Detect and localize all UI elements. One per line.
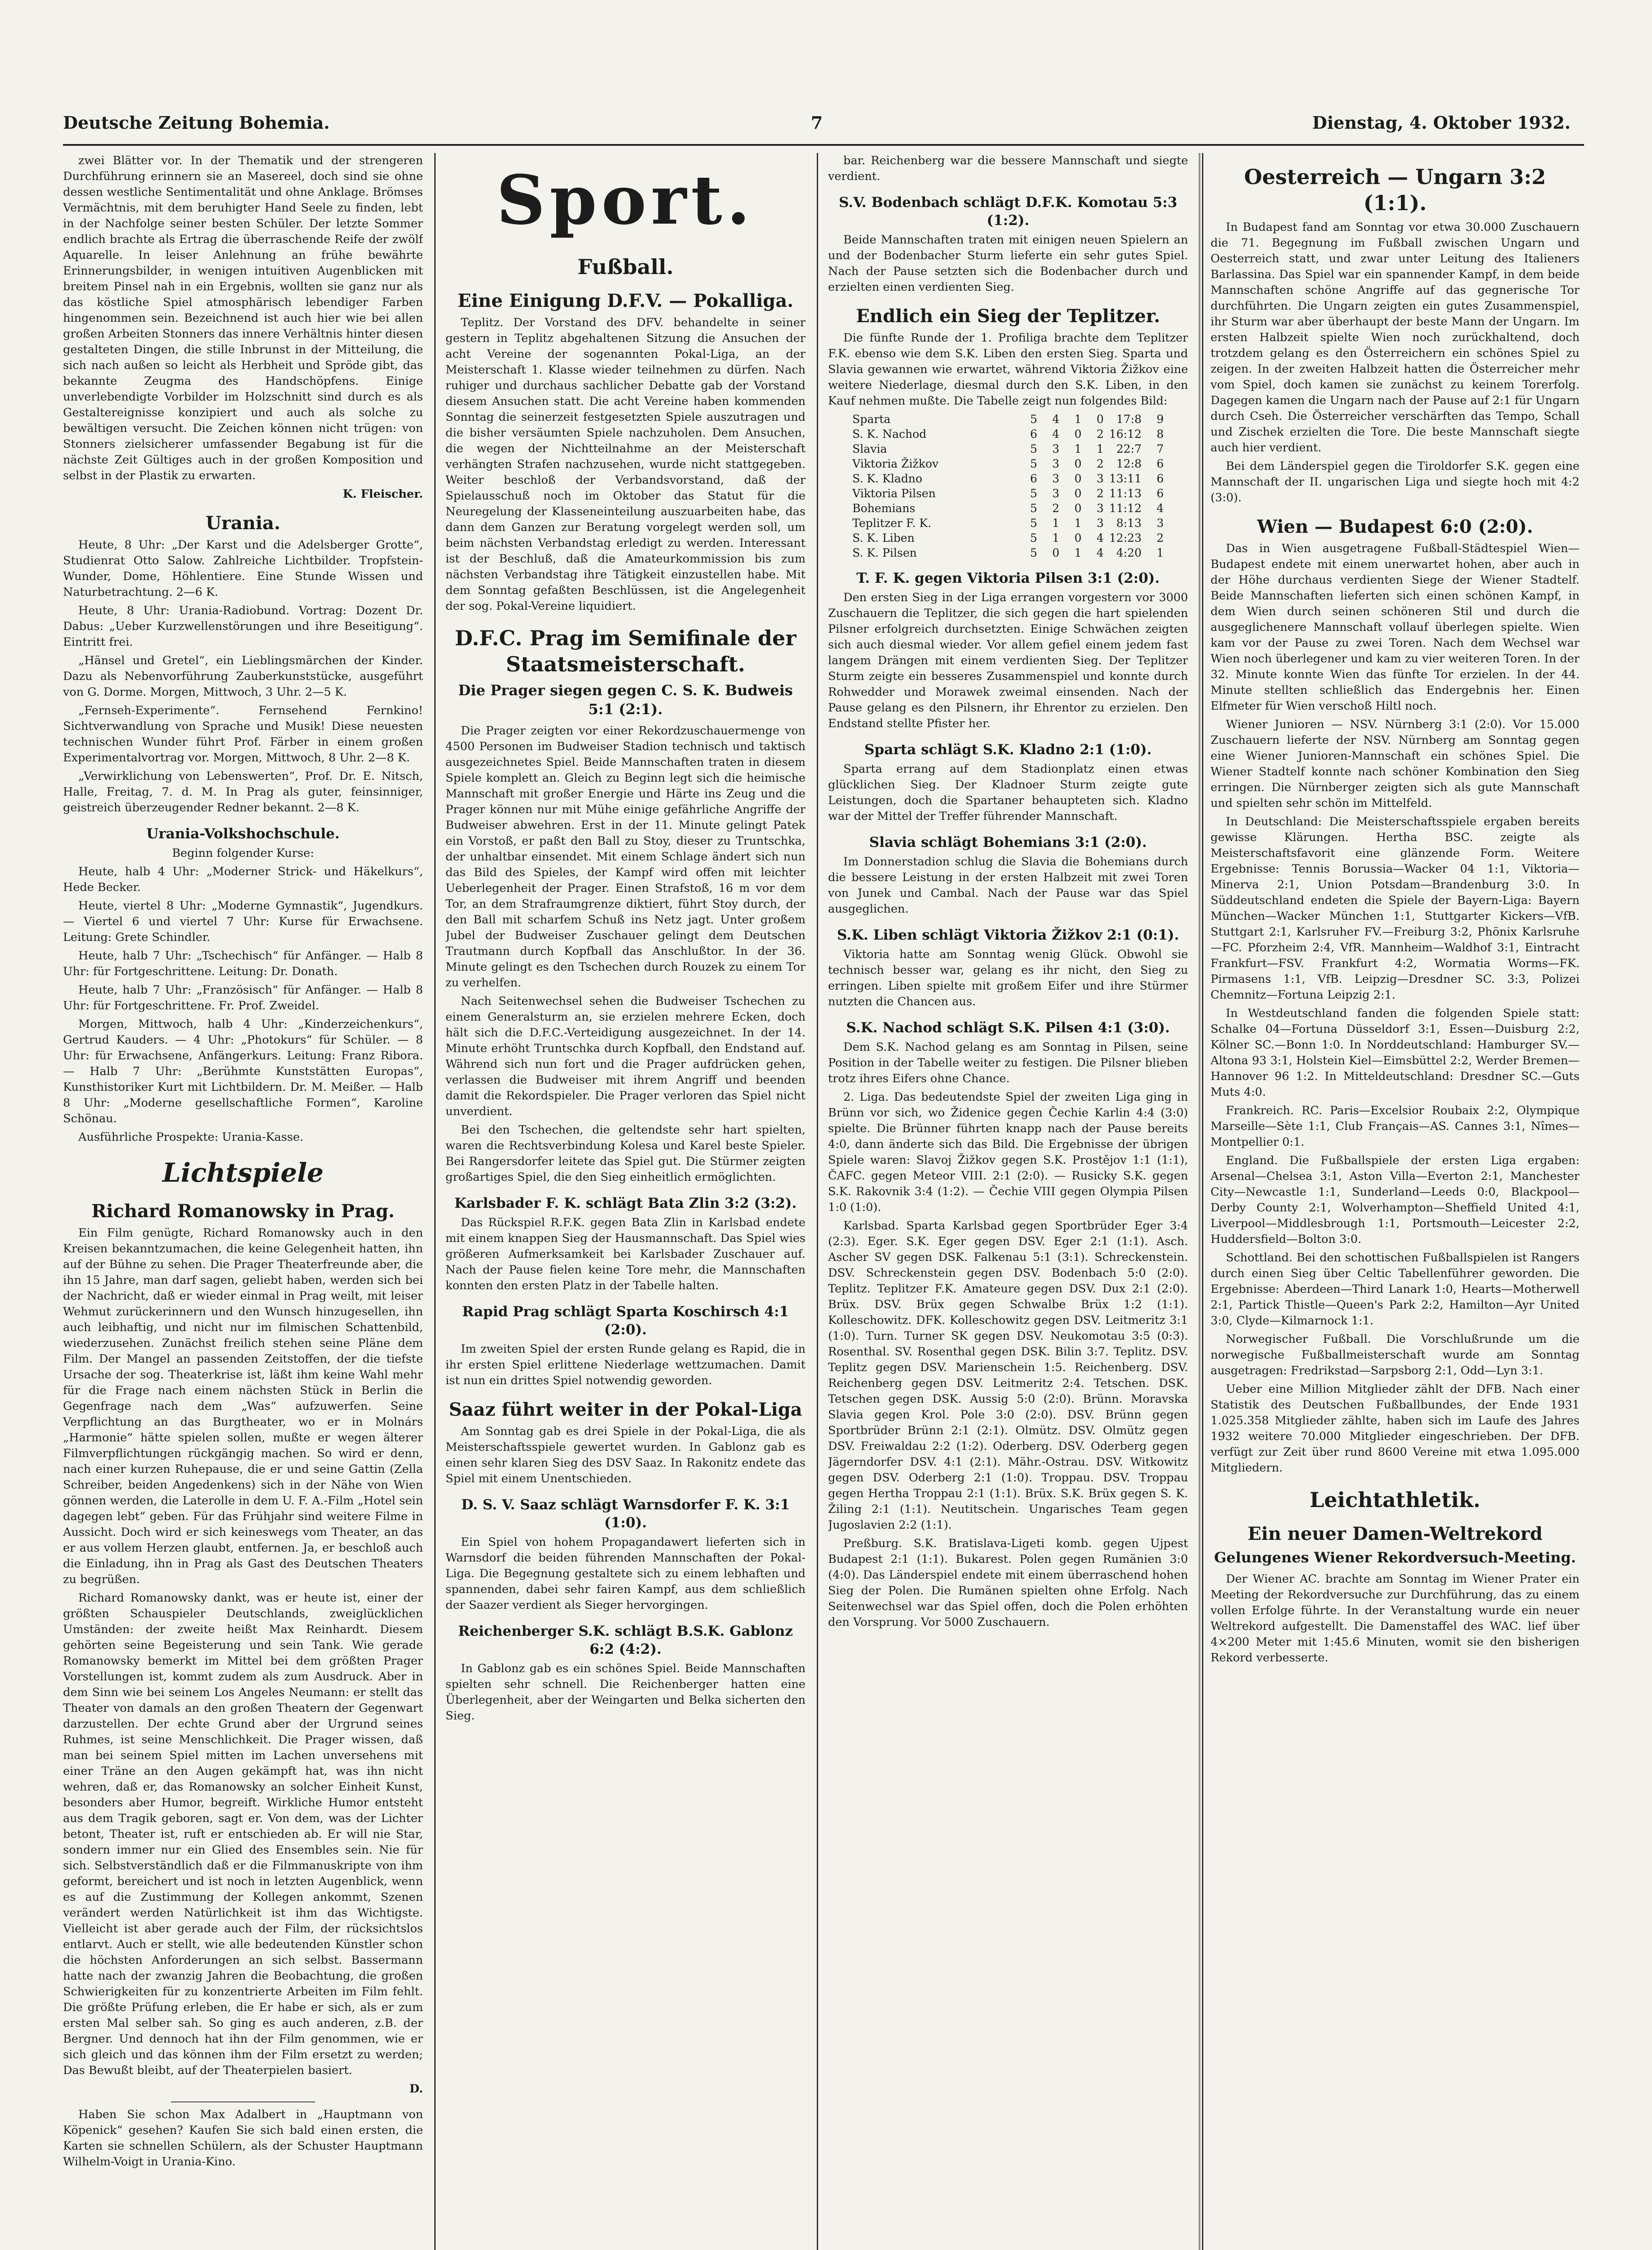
advertisement-text: Haben Sie schon Max Adalbert in „Hauptmann von Köpenick“ gesehen? Kaufen Sie sich bald einen ersten, die Karten sie schnellen Schülern, als der Schuster Hauptmann Wilhelm-Voigt in Urania-Kino. xyxy=(63,2108,423,2169)
article-headline: Eine Einigung D.F.V. — Pokalliga. xyxy=(457,290,794,311)
column-divider xyxy=(1199,153,1203,2250)
event-listing: „Verwirklichung von Lebenswerten“, Prof. Dr. E. Nitsch, Halle, Freitag, 7. d. M. In Prag als guter, feinsinniger, geistreich überzeugender Redner bekannt. 2—8 K. xyxy=(63,770,423,814)
column-divider xyxy=(817,153,818,2250)
stat-cell: 0 xyxy=(1074,457,1082,470)
article-paragraph: Viktoria hatte am Sonntag wenig Glück. Obwohl sie technisch besser war, gelang es ihr nicht, den Sieg zu erringen. Liben spielte mit großem Eifer und ihre Stürmer nutzten die Chancen aus. xyxy=(828,948,1188,1008)
article-paragraph: Beide Mannschaften traten mit einigen neuen Spielern an und der Bodenbacher Sturm lieferte ein sehr gutes Spiel. Nach der Pause setzten sich die Bodenbacher durch und erzielten einen verdienten Sieg. xyxy=(828,233,1188,294)
course-listing: Morgen, Mittwoch, halb 4 Uhr: „Kinderzeichenkurs“, Gertrud Kauders. — 4 Uhr: „Photokurs“ für Schüler. — 8 Uhr: für Erwachsene, Anfängerkurs. Leitung: Franz Ribora. — Halb 7 Uhr: „Berühmte Kunststätten Europas“, Kunsthistoriker Kurt mit Lichtbildern. Dr. M. Meißer. — Halb 8 Uhr: „Moderne gesellschaftliche Formen“, Karoline Schönau. xyxy=(63,1017,423,1125)
article-headline: Saaz führt weiter in der Pokal-Liga xyxy=(449,1399,802,1420)
article-paragraph: Das in Wien ausgetragene Fußball-Städtespiel Wien—Budapest endete mit einem unerwartet hohen, aber auch in der Höhe durchaus verdienten Siege der Wiener Stadtelf. Beide Mannschaften lieferten sich einen schönen Kampf, in dem Wien durch seinen schöneren Stil und durch die ausgeglichenere Mannschaft vollauf überlegen spielte. Wien kam vor der Pause zu zwei Toren. Nach dem Wechsel war Wien noch überlegener und kam zu vier weiteren Toren. In der 32. Minute konnte Wien das fünfte Tor erzielen. In der 44. Minute stellten schließlich das Endergebnis her. Einen Elfmeter für Wien verschoß Hiltl noch. xyxy=(1211,542,1580,713)
section-heading-urania: Urania. xyxy=(206,513,280,534)
stat-cell: 5 xyxy=(1030,517,1037,530)
stat-cell: 4 xyxy=(1052,413,1060,426)
stat-cell: 5 xyxy=(1030,487,1037,500)
stat-cell: 2 xyxy=(1052,502,1060,515)
stat-cell: 22:7 xyxy=(1116,442,1142,455)
article-paragraph: Im Donnerstadion schlug die Slavia die Bohemians durch die bessere Leistung in der ersten Halbzeit mit zwei Toren von Junek und Cambal. Nach der Pause war das Spiel ausgeglichen. xyxy=(828,855,1188,916)
article-paragraph: Ueber eine Million Mitglieder zählt der DFB. Nach einer Statistik des Deutschen Fußballbundes, der Ende 1931 1.025.358 Mitglieder zählte, haben sich im Laufe des Jahres 1932 weitere 70.000 Mitglieder eingeschrieben. Der DFB. verfügt zur Zeit über rund 8600 Vereine mit etwa 1.095.000 Mitgliedern. xyxy=(1211,1382,1580,1475)
stat-cell: 0 xyxy=(1074,531,1082,544)
stat-cell: 1 xyxy=(1074,413,1082,426)
article-paragraph: Ein Film genügte, Richard Romanowsky auch in den Kreisen bekanntzumachen, die keine Gelegenheit hatten, ihn auf der Bühne zu sehen. Die Prager Theaterfreunde aber, die ihn 15 Jahre, man darf sagen, geliebt haben, werden sich bei der Nachricht, daß er wieder einmal in Prag weilt, mit leiser Wehmut zurückerinnern und den Wunsch hinzugesellen, ihn auch leibhaftig, und nicht nur im filmischen Schattenbild, wiederzusehen. Zunächst freilich stehen seine Pläne dem Film. Der Mangel an passenden Zeitstoffen, der die tiefste Ursache der sog. Theaterkrise ist, läßt ihm keine Wahl mehr für die Frage nach einem nächsten Stück in Berlin die Gegenfrage nach dem „Was“ aufzuwerfen. Seine Verpflichtung an das Burgtheater, wo er in Molnárs „Harmonie“ hätte spielen sollen, mußte er wegen älterer Filmverpflichtungen rückgängig machen. So wird er denn, nach einer kurzen Ruhepause, die er und seine Gattin (Zella Schreiber, beiden Angedenkens) sich in der Nähe von Wien gönnen werden, die Laterolle in dem U. F. A.-Film „Hotel sein dagegen lebt“ geben. Für das Frühjahr sind weitere Filme in Aussicht. Doch wird er sich keineswegs vom Theater, an das er aus vollem Herzen glaubt, entfernen. Ja, er beschloß auch die Einladung, ihn in Prag als Gast des Deutschen Theaters zu begrüßen. xyxy=(63,1226,423,1586)
article-paragraph: Frankreich. RC. Paris—Excelsior Roubaix 2:2, Olympique Marseille—Sète 1:1, Club Français—AS. Cannes 3:1, Nîmes—Montpellier 0:1. xyxy=(1211,1104,1580,1149)
article-paragraph: Teplitz. Der Vorstand des DFV. behandelte in seiner gestern in Teplitz abgehaltenen Sitzung die Ansuchen der acht Vereine der sogenannten Pokal-Liga, an der Meisterschaft 1. Klasse wieder teilnehmen zu dürfen. Nach ruhiger und durchaus sachlicher Debatte gab der Vorstand diesem Ansuchen statt. Die acht Vereine haben kommenden Sonntag die seinerzeit festgesetzten Spiele auszutragen und die bisher versäumten Spiele nachzuholen. Dem Ansuchen, die wegen der Nichtteilnahme an der Meisterschaft verhängten Strafen nachzusehen, wurde nicht stattgegeben. Weiter beschloß der Verbandsvorstand, daß der Spielausschuß noch im Oktober das Statut für die Neuregelung der Klasseneinteilung auszuarbeiten habe, das dann dem Ganzen zur Beratung vorgelegt werden soll, um beim nächsten Verbandstag erledigt zu werden. Interessant ist der Beschluß, daß die Amateurkommission bis zum nächsten Verbandstag ihre Tätigkeit einzustellen habe. Mit dem Sonntag gefaßten Beschlüssen, ist die Angelegenheit der sog. Pokal-Vereine liquidiert. xyxy=(446,316,806,613)
stat-cell: 6 xyxy=(1157,457,1164,470)
stat-cell: 12:8 xyxy=(1116,457,1142,470)
article-headline: Sparta schlägt S.K. Kladno 2:1 (1:0). xyxy=(864,742,1152,758)
article-headline: S.V. Bodenbach schlägt D.F.K. Komotau 5:3 (1:2). xyxy=(838,194,1178,229)
article-paragraph: Wiener Junioren — NSV. Nürnberg 3:1 (2:0). Vor 15.000 Zuschauern lieferte der NSV. Nürnberg am Sonntag gegen eine Wiener Junioren-Mannschaft ein schönes Spiel. Die Wiener Stadtelf konnte nach schöner Kombination den Sieg erringen. Die Nürnberger zeigten sich als gute Mannschaft und spielten sehr schön im Mittelfeld. xyxy=(1211,718,1580,810)
article-paragraph: Norwegischer Fußball. Die Vorschlußrunde um die norwegische Fußballmeisterschaft wurde am Sonntag ausgetragen: Fredrikstad—Sarpsborg 2:1, Odd—Lyn 3:1. xyxy=(1211,1332,1580,1377)
article-headline: Slavia schlägt Bohemians 3:1 (2:0). xyxy=(869,834,1147,850)
article-paragraph: In Gablonz gab es ein schönes Spiel. Beide Mannschaften spielten sehr schnell. Die Reichenberger hatten eine Überlegenheit, aber der Weingarten und Belka sicherten den Sieg. xyxy=(446,1662,806,1723)
stat-cell: 4 xyxy=(1157,502,1164,515)
author-signature: K. Fleischer. xyxy=(342,487,423,501)
article-paragraph: Der Wiener AC. brachte am Sonntag im Wiener Prater ein Meeting der Rekordversuche zur Durchführung, das zu einem vollen Erfolge führte. In der Veranstaltung wurde ein neuer Weltrekord aufgestellt. Die Damenstaffel des WAC. lief über 4×200 Meter mit 1:45.6 Minuten, womit sie den bisherigen Rekord verbesserte. xyxy=(1211,1572,1580,1665)
stat-cell: 6 xyxy=(1157,487,1164,500)
team-name-cell: Bohemians xyxy=(852,502,915,515)
stat-cell: 12:23 xyxy=(1109,531,1142,544)
article-paragraph: In Westdeutschland fanden die folgenden Spiele statt: Schalke 04—Fortuna Düsseldorf 3:1, Essen—Duisburg 2:2, Kölner SC.—Bonn 1:0. In Norddeutschland: Hamburger SV.—Altona 93 3:1, Holstein Kiel—Eimsbüttel 2:2, Werder Bremen—Hannover 96 1:2. In Mitteldeutschland: Dresdner SC.—Guts Muts 4:0. xyxy=(1211,1007,1580,1099)
column-4 xyxy=(1211,153,1580,2250)
issue-date: Dienstag, 4. Oktober 1932. xyxy=(1312,112,1571,133)
article-headline: S.K. Liben schlägt Viktoria Žižkov 2:1 (0:1). xyxy=(837,927,1179,943)
masthead-rule xyxy=(63,144,1584,146)
article-paragraph: Sparta errang auf dem Stadionplatz einen etwas glücklichen Sieg. Der Kladnoer Sturm zeigte gute Leistungen, doch die Spartaner behaupteten sich. Kladno war der Mittel der Treffer führender Mannschaft. xyxy=(828,762,1188,823)
stat-cell: 4 xyxy=(1096,531,1104,544)
stat-cell: 4:20 xyxy=(1116,546,1142,559)
team-name-cell: Slavia xyxy=(852,442,887,455)
masthead xyxy=(63,112,1571,140)
article-headline: Oesterreich — Ungarn 3:2 (1:1). xyxy=(1244,165,1546,215)
team-name-cell: Viktoria Pilsen xyxy=(852,487,936,500)
section-heading-volkshochschule: Urania-Volkshochschule. xyxy=(146,826,340,842)
course-listing: Heute, viertel 8 Uhr: „Moderne Gymnastik“, Jugendkurs. — Viertel 6 und viertel 7 Uhr: Kurse für Erwachsene. Leitung: Grete Schindler. xyxy=(63,899,423,944)
article-paragraph: Ein Spiel von hohem Propagandawert lieferten sich in Warnsdorf die beiden führenden Mannschaften der Pokal-Liga. Die Begegnung gestaltete sich zu einem lebhaften und spannenden, dabei sehr fairen Kampf, aus dem schließlich der Saazer verdient als Sieger hervorgingen. xyxy=(446,1535,806,1612)
stat-cell: 7 xyxy=(1157,442,1164,455)
stat-cell: 3 xyxy=(1096,472,1104,485)
table-row xyxy=(850,545,1166,560)
article-paragraph: In Deutschland: Die Meisterschaftsspiele ergaben bereits gewisse Klärungen. Hertha BSC. zeigte als Meisterschaftsfavorit eine glänzende Form. Weitere Ergebnisse: Tennis Borussia—Wacker 04 1:1, Viktoria—Minerva 2:1, Union Potsdam—Brandenburg 3:0. In Süddeutschland endeten die Spiele der Bayern-Liga: Bayern München—Wacker München 1:1, Stuttgarter Kickers—VfB. Stuttgart 2:1, Karlsruher FV.—Freiburg 3:2, Phönix Karlsruhe—FC. Pforzheim 2:4, VfR. Mannheim—Waldhof 3:1, Eintracht Frankfurt—FSV. Frankfurt 4:2, Wormatia Worms—FK. Pirmasens 1:1, VfB. Leipzig—Dresdner SC. 3:3, Polizei Chemnitz—Fortuna Leipzig 2:1. xyxy=(1211,815,1580,1002)
stat-cell: 3 xyxy=(1052,487,1060,500)
team-name-cell: Sparta xyxy=(852,413,891,426)
team-name-cell: S. K. Pilsen xyxy=(852,546,917,559)
article-headline: D.F.C. Prag im Semifinale der Staatsmeisterschaft. xyxy=(455,626,797,676)
stat-cell: 1 xyxy=(1096,442,1104,455)
table-row xyxy=(850,412,1166,427)
article-paragraph: Bei den Tschechen, die geltendste sehr hart spielten, waren die Rechtsverbindung Kolesa und Karel beste Spieler. Bei Rangersdorfer leitete das Spiel gut. Die Stürmer zeigten großartiges Spiel, die den Sieg einheitlich ermöglichten. xyxy=(446,1123,806,1184)
stat-cell: 0 xyxy=(1074,428,1082,441)
stat-cell: 5 xyxy=(1030,502,1037,515)
stat-cell: 3 xyxy=(1052,442,1060,455)
stat-cell: 8 xyxy=(1157,428,1164,441)
stat-cell: 11:13 xyxy=(1109,487,1142,500)
stat-cell: 3 xyxy=(1052,457,1060,470)
team-name-cell: S. K. Liben xyxy=(852,531,915,544)
article-paragraph: Dem S.K. Nachod gelang es am Sonntag in Pilsen, seine Position in der Tabelle weiter zu festigen. Die Pilsner blieben trotz ihres Eifers ohne Chance. xyxy=(828,1040,1188,1085)
article-paragraph: Den ersten Sieg in der Liga errangen vorgestern vor 3000 Zuschauern die Teplitzer, die sich gegen die hart spielenden Pilsner erfolgreich durchsetzten. Einige Schwächen zeigten sich auch diesmal wieder. Vor allem gefiel einem jedem fast langem Drängen mit einem verdienten Sieg. Der Teplitzer Sturm zeigte ein besseres Zusammenspiel und konnte durch Rohwedder und Morawek zweimal einsenden. Nach der Pause gelang es den Pilsnern, ihr Ehrentor zu erzielen. Den Endstand stellte Pfister her. xyxy=(828,591,1188,730)
column-divider xyxy=(434,153,436,2250)
stat-cell: 5 xyxy=(1030,457,1037,470)
stat-cell: 3 xyxy=(1096,502,1104,515)
stat-cell: 1 xyxy=(1052,517,1060,530)
table-row xyxy=(850,531,1166,545)
article-paragraph: zwei Blätter vor. In der Thematik und der strengeren Durchführung erinnern sie an Masereel, doch sind sie ohne dessen westliche Sentimentalität und ohne Anklage. Brömses Vermächtnis, mit dem beruhigter Hand Seele zu finden, lebt in der Nachfolge seiner besten Schüler. Der letzte Sommer endlich brachte als Ertrag die überraschende Reife der zwölf Aquarelle. In leiser Anlehnung an frühe bewährte Erinnerungsbilder, in wenigen intuitiven Augenblicken mit breitem Pinsel nah in ein Ergebnis, wollten sie ganz nur als das köstliche Spiel atmosphärisch lebendiger Farben hingenommen sein. Bezeichnend ist auch hier wie bei allen großen Arbeiten Stonners das innere Verhältnis hinter diesen gestalteten Dingen, die stille Inbrunst in der Mitteilung, die sich nach außen so leicht als Herbheit und Spröde gibt, das bekannte Zeugma des Handschöpfens. Einige unverlebendigte Vorbilder im Holzschnitt sind durch es als Gestaltereignisse konzipiert und auch als solche zu bewältigen versucht. Die Zeichen können nicht trügen: von Stonners zielsicherer umfassender Begabung ist für die nächste Zeit Gültiges auch in der großen Komposition und selbst in der Plastik zu erwarten. xyxy=(63,154,423,482)
results-paragraph: Preßburg. S.K. Bratislava-Ligeti komb. gegen Ujpest Budapest 2:1 (1:1). Bukarest. Polen gegen Rumänien 3:0 (4:0). Das Länderspiel endete mit einem überraschend hohen Sieg der Polen. Die Rumänen spielten ohne Erfolg. Nach Seitenwechsel war das Spiel offen, doch die Polen erhöhten den Vorsprung. Vor 5000 Zuschauern. xyxy=(828,1537,1188,1629)
article-headline: Wien — Budapest 6:0 (2:0). xyxy=(1257,516,1533,537)
course-listing: Heute, halb 7 Uhr: „Tschechisch“ für Anfänger. — Halb 8 Uhr: für Fortgeschrittene. Leitung: Dr. Donath. xyxy=(63,949,423,978)
article-paragraph: Schottland. Bei den schottischen Fußballspielen ist Rangers durch einen Sieg über Celtic Tabellenführer geworden. Die Ergebnisse: Aberdeen—Third Lanark 1:0, Hearts—Motherwell 2:1, Partick Thistle—Queen's Park 2:2, Hamilton—Ayr United 3:0, Clyde—Kilmarnock 1:1. xyxy=(1211,1251,1580,1328)
table-row xyxy=(850,486,1166,501)
article-paragraph: Die fünfte Runde der 1. Profiliga brachte dem Teplitzer F.K. ebenso wie dem S.K. Liben den ersten Sieg. Sparta und Slavia gewannen wie erwartet, während Viktoria Žižkov eine weitere Niederlage, diesmal durch den S.K. Liben, in den Kauf nehmen mußte. Die Tabelle zeigt nun folgendes Bild: xyxy=(828,331,1188,408)
article-paragraph: Nach Seitenwechsel sehen die Budweiser Tschechen zu einem Generalsturm an, sie erzielen mehrere Ecken, doch hält sich die D.F.C.-Verteidigung ausgezeichnet. In der 14. Minute erhöht Truntschka durch Kopfball, den Endstand auf. Während sich nun fort und die Prager aufdrücken gehen, verlassen die Budweiser mit ihrem Angriff und beenden damit die Rekordspieler. Die Prager verloren das Spiel nicht unverdient. xyxy=(446,994,806,1118)
article-paragraph: Das Rückspiel R.F.K. gegen Bata Zlin in Karlsbad endete mit einem knappen Sieg der Hausmannschaft. Das Spiel wies größeren Aufmerksamkeit bei Karlsbader Zuschauer auf. Nach der Pause fielen keine Tore mehr, die Mannschaften konnten den ersten Platz in der Tabelle halten. xyxy=(446,1216,806,1292)
article-paragraph: In Budapest fand am Sonntag vor etwa 30.000 Zuschauern die 71. Begegnung im Fußball zwischen Ungarn und Oesterreich statt, und zwar unter Leitung des Italieners Barlassina. Das Spiel war ein spannender Kampf, in dem beide Mannschaften schöne Angriffe auf das gegnerische Tor durchführten. Die Ungarn zeigten ein gutes Zusammenspiel, ihr Sturm war aber überhaupt der beste Mann der Ungarn. Im ersten Halbzeit spielte Wien noch zurückhaltend, doch trotzdem gelang es den Österreichern ein schönes Spiel zu zeigen. In der zweiten Halbzeit hatten die Österreicher mehr vom Spiel, doch kamen sie zunächst zu keinem Torerfolg. Dagegen kamen die Ungarn nach der Pause auf 2:1 für Ungarn durch Cseh. Die Österreicher verschärften das Tempo, Schall und Zischek erzielten die Tore. Die beste Mannschaft siegte auch hier verdient. xyxy=(1211,220,1580,454)
column-3 xyxy=(828,153,1188,2250)
column-2 xyxy=(446,153,806,2250)
article-subheadline: Die Prager siegen gegen C. S. K. Budweis 5:1 (2:1). xyxy=(458,682,793,718)
stat-cell: 4 xyxy=(1052,428,1060,441)
stat-cell: 3 xyxy=(1096,517,1104,530)
section-heading-lichtspiele: Lichtspiele xyxy=(162,1157,324,1188)
stat-cell: 9 xyxy=(1157,413,1164,426)
stat-cell: 2 xyxy=(1096,428,1104,441)
article-subheadline: Gelungenes Wiener Rekordversuch-Meeting. xyxy=(1214,1549,1576,1566)
article-headline: Ein neuer Damen-Weltrekord xyxy=(1247,1523,1543,1544)
stat-cell: 0 xyxy=(1096,413,1104,426)
table-row xyxy=(850,456,1166,471)
stat-cell: 2 xyxy=(1096,457,1104,470)
event-listing: Heute, 8 Uhr: „Der Karst und die Adelsberger Grotte“, Studienrat Otto Salow. Zahlreiche Lichtbilder. Tropfstein-Wunder, Dome, Höhlentiere. Eine Stunde Wissen und Naturbetrachtung. 2—6 K. xyxy=(63,538,423,599)
results-paragraph: 2. Liga. Das bedeutendste Spiel der zweiten Liga ging in Brünn vor sich, wo Židenice gegen Čechie Karlin 4:4 (3:0) spielte. Die Brünner führten knapp nach der Pause bereits 4:0, dann änderte sich das Bild. Die Ergebnisse der übrigen Spiele waren: Slavoj Žižkov gegen S.K. Prostějov 1:1 (1:1), ČAFC. gegen Meteor VIII. 2:1 (2:0). — Rusicky S.K. gegen S.K. Rakovnik 3:4 (1:2). — Čechie VIII gegen Olympia Pilsen 1:0 (1:0). xyxy=(828,1090,1188,1214)
table-row xyxy=(850,441,1166,456)
article-paragraph: Die Prager zeigten vor einer Rekordzuschauermenge von 4500 Personen im Budweiser Stadion technisch und taktisch ausgezeichnetes Spiel. Beide Mannschaften traten in diesem Spiele komplett an. Gleich zu Beginn legt sich die heimische Mannschaft mit großer Energie und Härte ins Zeug und die Prager können nur mit Mühe einige gefährliche Angriffe der Budweiser abwehren. Erst in der 11. Minute gelingt Patek ein Vorstoß, er paßt den Ball zu Stoy, dieser zu Truntschka, der unhaltbar einsendet. Mit einem Schlage ändert sich nun das Bild des Spieles, der Kampf wird offen mit leichter Ueberlegenheit der Prager. Einen Strafstoß, 16 m vor dem Tor, an dem Strafraumgrenze diktiert, führt Stoy durch, der den Ball mit scharfem Schuß ins Netz jagt. Unter großem Jubel der Budweiser Zuschauer gelingt dem Deutschen Trautmann durch Kopfball das Anschlußtor. In der 36. Minute gelingt es den Tschechen durch Rouzek zu einem Tor zu verhelfen. xyxy=(446,724,806,990)
article-headline: Endlich ein Sieg der Teplitzer. xyxy=(856,306,1160,327)
stat-cell: 13:11 xyxy=(1109,472,1142,485)
article-headline: Richard Romanowsky in Prag. xyxy=(91,1201,395,1222)
table-row xyxy=(850,501,1166,516)
stat-cell: 0 xyxy=(1052,546,1060,559)
stat-cell: 2 xyxy=(1096,487,1104,500)
team-name-cell: Viktoria Žižkov xyxy=(852,457,939,470)
author-signature: D. xyxy=(409,2082,423,2096)
article-paragraph: Im zweiten Spiel der ersten Runde gelang es Rapid, die in ihr ersten Spiel erlittene Niederlage wettzumachen. Damit ist nun ein drittes Spiel notwendig geworden. xyxy=(446,1342,806,1387)
stat-cell: 5 xyxy=(1030,546,1037,559)
stat-cell: 3 xyxy=(1157,517,1164,530)
team-name-cell: S. K. Kladno xyxy=(852,472,923,485)
event-listing: „Fernseh-Experimente“. Fernsehend Fernkino! Sichtverwandlung von Sprache und Musik! Diese neuesten technischen Wunder führt Prof. Färber in einem großen Experimentalvortrag vor. Morgen, Mittwoch, 8 Uhr. 2—8 K. xyxy=(63,704,423,765)
stat-cell: 0 xyxy=(1074,472,1082,485)
table-row xyxy=(850,427,1166,441)
article-headline: Rapid Prag schlägt Sparta Koschirsch 4:1 (2:0). xyxy=(462,1304,789,1338)
stat-cell: 1 xyxy=(1157,546,1164,559)
stat-cell: 17:8 xyxy=(1116,413,1142,426)
stat-cell: 5 xyxy=(1030,413,1037,426)
stat-cell: 0 xyxy=(1074,487,1082,500)
team-name-cell: Teplitzer F. K. xyxy=(852,517,932,530)
article-paragraph: bar. Reichenberg war die bessere Mannschaft und siegte verdient. xyxy=(828,154,1188,183)
stat-cell: 11:12 xyxy=(1109,502,1142,515)
event-listing: „Hänsel und Gretel“, ein Lieblingsmärchen der Kinder. Dazu als Nebenvorführung Zauberkunststücke, ausgeführt von G. Dorme. Morgen, Mittwoch, 3 Uhr. 2—5 K. xyxy=(63,654,423,699)
column-1 xyxy=(63,153,423,2250)
article-headline: D. S. V. Saaz schlägt Warnsdorfer F. K. 3:1 (1:0). xyxy=(461,1497,790,1531)
results-paragraph: Karlsbad. Sparta Karlsbad gegen Sportbrüder Eger 3:4 (2:3). Eger. S.K. Eger gegen DSV. Eger 2:1 (1:1). Asch. Ascher SV gegen DSK. Falkenau 5:1 (3:1). Schreckenstein. DSV. Schreckenstein gegen DSV. Bodenbach 5:0 (2:0). Teplitz. Teplitzer F.K. Amateure gegen DSV. Dux 2:1 (2:0). Brüx. DSV. Brüx gegen Schwalbe Brüx 1:2 (1:1). Kolleschowitz. DFK. Kolleschowitz gegen DSV. Leitmeritz 3:1 (1:0). Turn. Turner SK gegen DSV. Neukomotau 3:5 (0:3). Rosenthal. SV. Rosenthal gegen DSK. Bilin 3:7. Teplitz. DSV. Teplitz gegen DSV. Marienschein 1:5. Reichenberg. DSV. Reichenberg gegen DSV. Leitmeritz 2:4. Tetschen. DSK. Tetschen gegen DSK. Aussig 5:0 (2:0). Brünn. Moravska Slavia gegen Krol. Pole 3:0 (2:0). DSV. Brünn gegen Sportbrüder Brünn 2:1 (2:1). Olmütz. DSV. Olmütz gegen DSV. Freiwaldau 2:2 (1:2). Oderberg. DSV. Oderberg gegen Jägerndorfer DSV. 4:1 (2:1). Mähr.-Ostrau. DSV. Witkowitz gegen DSV. Oderberg 2:1 (1:0). Troppau. DSV. Troppau gegen Hertha Troppau 2:1 (1:1). Brüx. S.K. Brüx gegen S. K. Žiling 2:1 (1:1). Neutitschein. Ungarisches Team gegen Jugoslavien 2:2 (1:1). xyxy=(828,1219,1188,1532)
stat-cell: 2 xyxy=(1157,531,1164,544)
stat-cell: 6 xyxy=(1030,472,1037,485)
stat-cell: 1 xyxy=(1074,546,1082,559)
stat-cell: 8:13 xyxy=(1116,517,1142,530)
league-standings-table xyxy=(850,412,1166,560)
section-heading-fussball: Fußball. xyxy=(577,255,674,279)
stat-cell: 6 xyxy=(1157,472,1164,485)
course-listing: Heute, halb 4 Uhr: „Moderner Strick- und Häkelkurs“, Hede Becker. xyxy=(63,865,423,894)
course-note: Ausführliche Prospekte: Urania-Kasse. xyxy=(78,1130,304,1144)
stat-cell: 5 xyxy=(1030,531,1037,544)
stat-cell: 3 xyxy=(1052,472,1060,485)
article-paragraph: Am Sonntag gab es drei Spiele in der Pokal-Liga, die als Meisterschaftsspiele gewertet wurden. In Gablonz gab es einen sehr klaren Sieg des DSV Saaz. In Rakonitz endete das Spiel mit einem Unentschieden. xyxy=(446,1425,806,1485)
table-row xyxy=(850,471,1166,486)
section-heading-leichtathletik: Leichtathletik. xyxy=(1310,1488,1481,1512)
article-paragraph: Richard Romanowsky dankt, was er heute ist, einer der größten Schauspieler Deutschlands, zweiglücklichen Umständen: der zweite heißt Max Reinhardt. Diesem gehörten seine Begeisterung und sein Tank. Wie gerade Romanowsky bemerkt im Mittel bei dem größten Prager Vorstellungen ist, kommt zudem als zum Ausdruck. Aber in dem Sinn wie bei seinem Los Angeles Neumann: er stellt das Theater von damals an den großen Theatern der Gegenwart darzustellen. Der echte Grund aber der Urgrund seines Ruhmes, ist seine Menschlichkeit. Die Prager wissen, daß man bei seinem Spiel mitten im Lachen unversehens mit einer Träne an den Augen gekämpft hat, was ihn nicht wehren, daß er, das Romanowsky an solcher Einheit Kunst, besonders aber Humor, begreift. Wirkliche Humor entsteht aus dem Tragik geboren, sagt er. Von dem, was der Lichter betont, Theater ist, ruft er entschieden ab. Er will nie Star, sondern immer nur ein Glied des Ensembles sein. Nie für sich. Selbstverständlich daß er die Filmmanuskripte von ihm geformt, bereichert und ist noch in letzten Augenblick, wenn es auf die Zustimmung der Kollegen ankommt, Szenen verändert werden Natürlichkeit ist ihm das Wichtigste. Vielleicht ist aber gerade auch der Film, der rücksichtslos entlarvt. Auch er stellt, wie alle bedeutenden Künstler schon die höchsten Anforderungen an sich selbst. Bassermann hatte nach der zwanzig Jahren die Beobachtung, die großen Schwierigkeiten für zu konzentrierte Arbeiten im Film fehlt. Die größte Prüfung erleben, die Er habe er sich, als er zum ersten Mal selber sah. So ging es auch anderen, z.B. der Bergner. Und dennoch hat ihn der Film genommen, wie er sich gleich und das können ihm der Film ersetzt zu werden; Das Bewußt bleibt, auf der Theaterpielen basiert. xyxy=(63,1591,423,2077)
stat-cell: 6 xyxy=(1030,428,1037,441)
stat-cell: 16:12 xyxy=(1109,428,1142,441)
article-paragraph: England. Die Fußballspiele der ersten Liga ergaben: Arsenal—Chelsea 3:1, Aston Villa—Everton 2:1, Manchester City—Newcastle 1:1, Sunderland—Leeds 0:0, Blackpool—Derby County 2:1, Wolverhampton—Sheffield United 4:1, Liverpool—Middlesbrough 1:1, Portsmouth—Leicester 2:2, Huddersfield—Bolton 3:0. xyxy=(1211,1154,1580,1246)
newspaper-title: Deutsche Zeitung Bohemia. xyxy=(63,112,330,133)
stat-cell: 1 xyxy=(1074,442,1082,455)
stat-cell: 0 xyxy=(1074,502,1082,515)
page-number: 7 xyxy=(810,112,823,133)
stat-cell: 4 xyxy=(1096,546,1104,559)
stat-cell: 5 xyxy=(1030,442,1037,455)
article-headline: T. F. K. gegen Viktoria Pilsen 3:1 (2:0). xyxy=(856,570,1160,586)
table-row xyxy=(850,516,1166,531)
article-headline: Reichenberger S.K. schlägt B.S.K. Gablonz 6:2 (4:2). xyxy=(458,1623,793,1657)
page-section-title: Sport. xyxy=(496,161,755,240)
article-paragraph: Bei dem Länderspiel gegen die Tiroldorfer S.K. gegen eine Mannschaft der II. ungarischen Liga und siegte hoch mit 4:2 (3:0). xyxy=(1211,459,1580,504)
article-headline: Karlsbader F. K. schlägt Bata Zlin 3:2 (3:2). xyxy=(454,1195,797,1211)
stat-cell: 1 xyxy=(1074,517,1082,530)
course-intro: Beginn folgender Kurse: xyxy=(172,846,314,860)
stat-cell: 1 xyxy=(1052,531,1060,544)
event-listing: Heute, 8 Uhr: Urania-Radiobund. Vortrag: Dozent Dr. Dabus: „Ueber Kurzwellenstörungen und ihre Beseitigung“. Eintritt frei. xyxy=(63,604,423,649)
course-listing: Heute, halb 7 Uhr: „Französisch“ für Anfänger. — Halb 8 Uhr: für Fortgeschrittene. Fr. Prof. Zweidel. xyxy=(63,983,423,1012)
team-name-cell: S. K. Nachod xyxy=(852,428,927,441)
article-headline: S.K. Nachod schlägt S.K. Pilsen 4:1 (3:0). xyxy=(846,1020,1170,1036)
